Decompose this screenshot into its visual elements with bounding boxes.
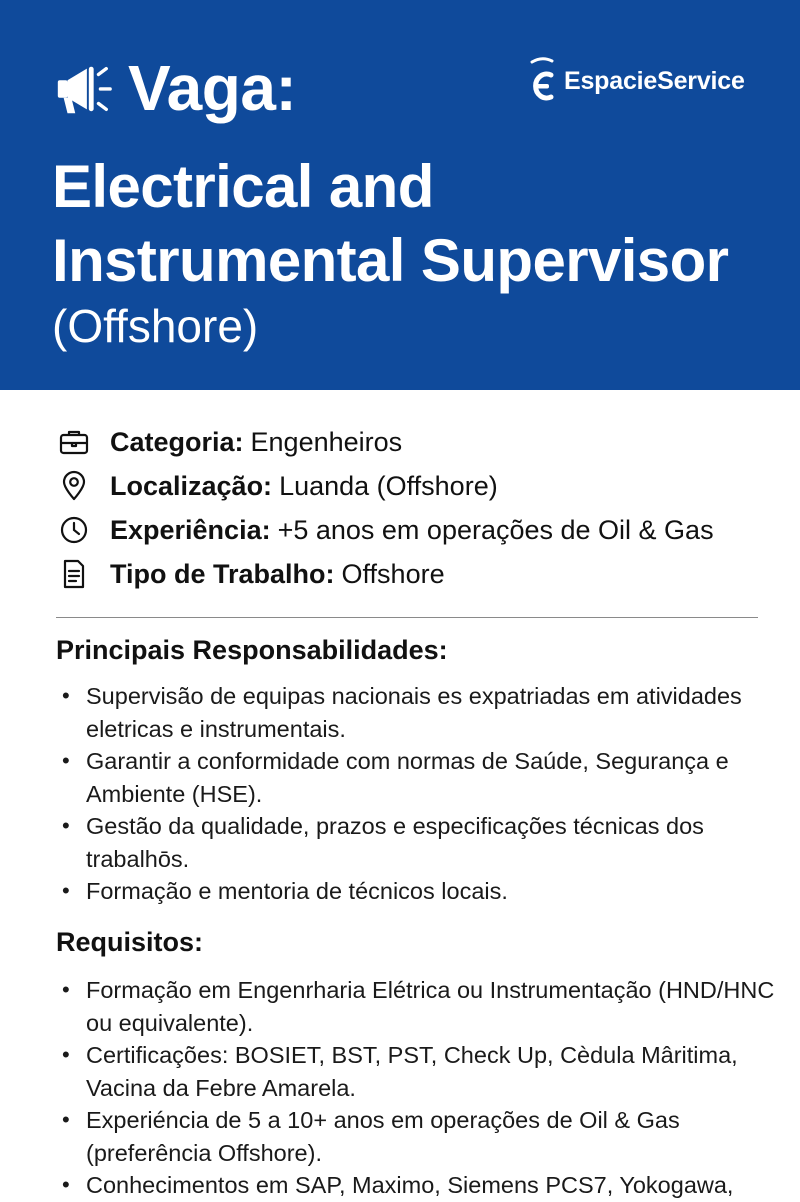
job-subtitle: (Offshore): [52, 300, 259, 352]
vaga-label: Vaga:: [128, 52, 297, 124]
divider: [56, 617, 758, 618]
info-category: [58, 420, 788, 464]
list-item: • Garantir a conformidade com normas de Saúde, Segurança e Ambiente (HSE).: [56, 745, 796, 810]
list-item: • Conhecimentos em SAP, Maximo, Siemens PCS7, Yokogawa,: [56, 1169, 796, 1202]
header-banner: [0, 0, 800, 390]
job-title: [52, 150, 792, 298]
info-work-type: [58, 552, 788, 596]
job-title-line-1: Electrical and: [52, 153, 434, 220]
info-work-type-label: Tipo de Trabalho:: [110, 558, 335, 589]
list-item: • Experiéncia de 5 a 10+ anos em operações de Oil & Gas (preferência Offshore).: [56, 1104, 796, 1169]
info-location-label: Localização:: [110, 470, 273, 501]
list-item: • Gestão da qualidade, prazos e especificações técnicas dos trabalhōs.: [56, 810, 796, 875]
info-category-value: Engenheiros: [250, 426, 403, 457]
requirements-section: [56, 924, 796, 1202]
document-icon: [58, 558, 90, 590]
info-work-type-value: Offshore: [341, 558, 445, 589]
info-location: [58, 464, 788, 508]
espacie-logo-icon: [524, 56, 558, 106]
responsibilities-heading: Principais Responsabilidades:: [56, 635, 448, 665]
info-experience: [58, 508, 788, 552]
vaga-heading: [52, 52, 297, 124]
list-item: • Formação em Engenrharia Elétrica ou Instrumentação (HND/HNC ou equivalente).: [56, 974, 796, 1039]
info-experience-value: +5 anos em operações de Oil & Gas: [277, 514, 714, 545]
list-item: • Certificações: BOSIET, BST, PST, Check Up, Cèdula Mâritima, Vacina da Febre Amarela.: [56, 1039, 796, 1104]
info-location-value: Luanda (Offshore): [279, 470, 498, 501]
company-name: EspacieService: [564, 66, 745, 95]
info-experience-label: Experiência:: [110, 514, 271, 545]
job-title-line-2: Instrumental Supervisor: [52, 227, 729, 294]
responsibilities-section: [56, 632, 796, 908]
responsibilities-list: [56, 680, 796, 908]
job-info-list: [58, 420, 788, 596]
megaphone-icon: [52, 57, 114, 119]
location-pin-icon: [58, 470, 90, 502]
briefcase-icon: [58, 426, 90, 458]
list-item: • Supervisão de equipas nacionais es expatriadas em atividades eletricas e instrumentais.: [56, 680, 796, 745]
clock-icon: [58, 514, 90, 546]
requirements-heading: Requisitos:: [56, 927, 204, 957]
requirements-list: [56, 974, 796, 1202]
company-logo: [524, 56, 745, 106]
info-category-label: Categoria:: [110, 426, 244, 457]
list-item: • Formação e mentoria de técnicos locais.: [56, 875, 796, 908]
